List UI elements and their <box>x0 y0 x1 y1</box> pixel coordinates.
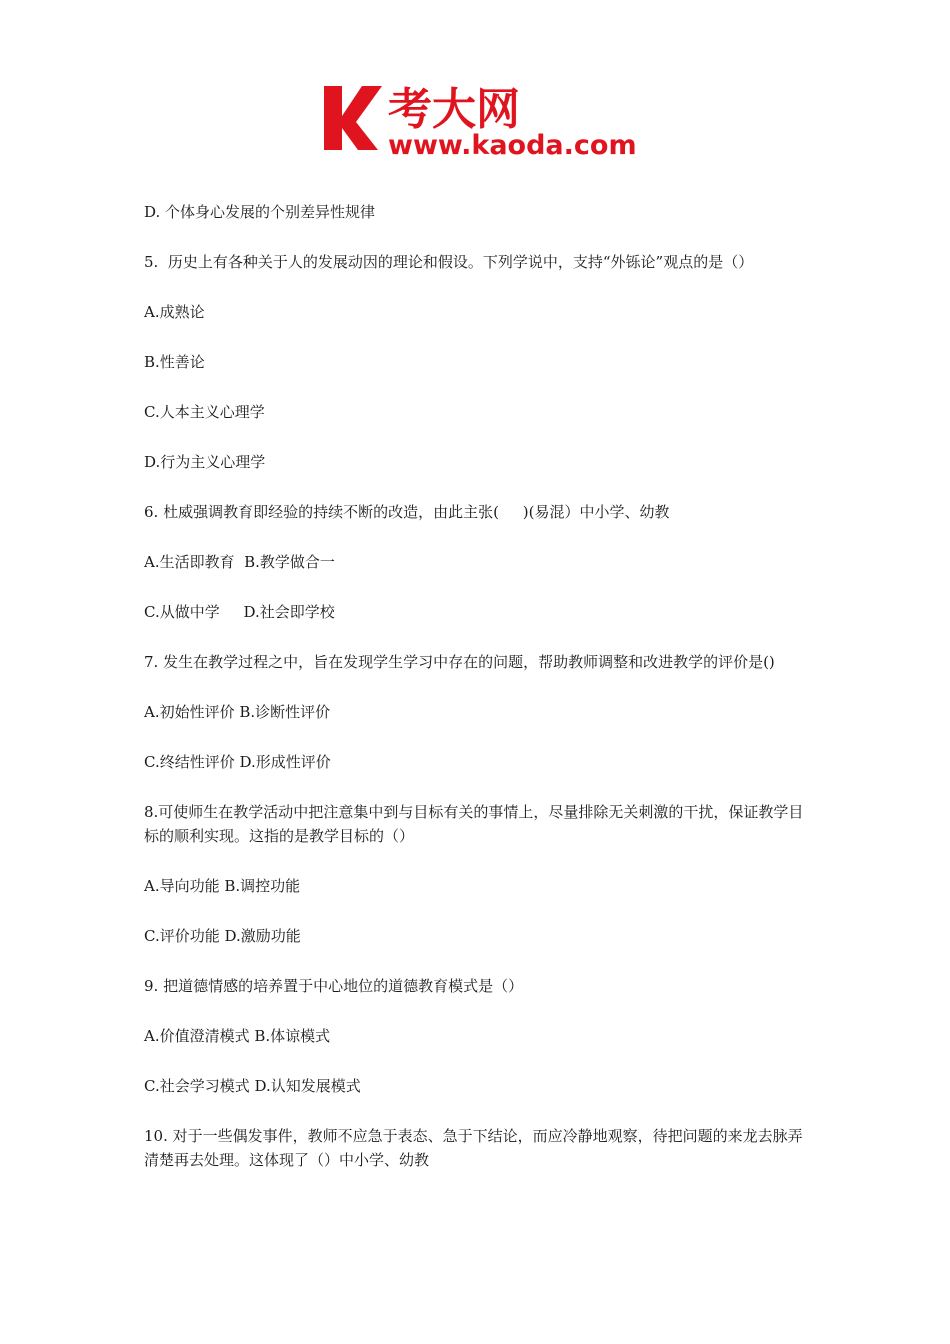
kaoda-logo <box>318 78 648 160</box>
q8-options-ab: A.导向功能 B.调控功能 <box>144 877 301 895</box>
q9-options-ab: A.价值澄清模式 B.体谅模式 <box>144 1027 331 1045</box>
q5-stem: 5. 历史上有各种关于人的发展动因的理论和假设。下列学说中，支持“外铄论”观点的是（） <box>144 253 754 271</box>
q6-options-cd: C.从做中学 D.社会即学校 <box>144 603 335 621</box>
logo-url-text: www.kaoda.com <box>388 130 637 160</box>
q9-stem: 9. 把道德情感的培养置于中心地位的道德教育模式是（） <box>144 977 524 995</box>
logo-brand-text: 考大网 <box>388 84 520 135</box>
q7-stem: 7. 发生在教学过程之中，旨在发现学生学习中存在的问题，帮助教师调整和改进教学的评价是() <box>144 653 775 671</box>
q9-options-cd: C.社会学习模式 D.认知发展模式 <box>144 1077 361 1095</box>
question-document <box>144 200 812 1172</box>
q7-options-cd: C.终结性评价 D.形成性评价 <box>144 753 331 771</box>
q6-options-ab: A.生活即教育 B.教学做合一 <box>144 553 335 571</box>
kaoda-logo-graphic <box>318 78 648 160</box>
q8-options-cd: C.评价功能 D.激励功能 <box>144 927 301 945</box>
q5-option-a: A.成熟论 <box>144 303 205 321</box>
q5-option-b: B.性善论 <box>144 353 205 371</box>
q10-stem: 10. 对于一些偶发事件，教师不应急于表态、急于下结论，而应冷静地观察，待把问题的来龙去脉弄清楚再去处理。这体现了（）中小学、幼教 <box>144 1127 803 1169</box>
q5-option-d: D.行为主义心理学 <box>144 453 266 471</box>
q5-option-c: C.人本主义心理学 <box>144 403 265 421</box>
q6-stem: 6. 杜威强调教育即经验的持续不断的改造，由此主张( )(易混）中小学、幼教 <box>144 503 670 521</box>
q8-stem: 8.可使师生在教学活动中把注意集中到与目标有关的事情上，尽量排除无关刺激的干扰，保证教学目标的顺利实现。这指的是教学目标的（） <box>144 803 804 845</box>
q7-options-ab: A.初始性评价 B.诊断性评价 <box>144 703 331 721</box>
k-mark-icon <box>324 86 382 150</box>
q4-option-d: D. 个体身心发展的个别差异性规律 <box>144 203 376 221</box>
